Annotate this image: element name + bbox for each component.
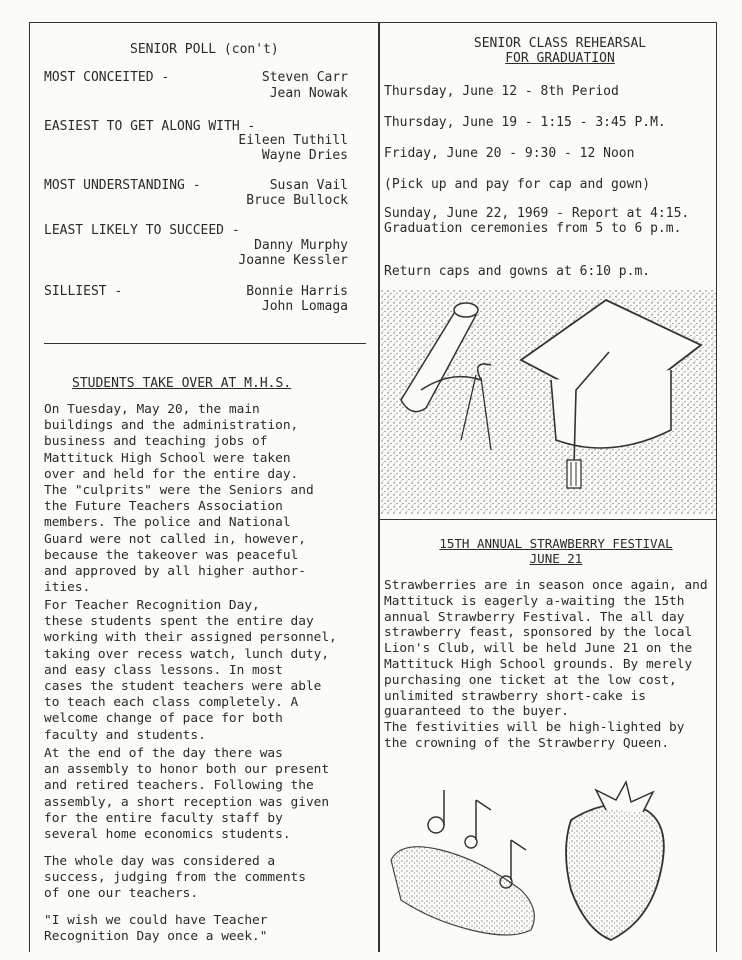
column-divider xyxy=(378,22,380,952)
poll-name: Danny Murphy xyxy=(254,238,348,253)
festival-title-line2: JUNE 21 xyxy=(529,551,583,566)
poll-category-easiest-to-get-along-with: EASIEST TO GET ALONG WITH - xyxy=(44,119,256,134)
story-paragraph: The whole day was considered a success, judging from the comments of one our teachers. xyxy=(44,854,306,902)
festival-title-line1: 15TH ANNUAL STRAWBERRY FESTIVAL xyxy=(439,536,673,551)
left-column-border xyxy=(29,22,30,952)
poll-name: John Lomaga xyxy=(261,299,348,314)
story-paragraph: For Teacher Recognition Day, these students spent the entire day working with their assigned personnel, taking over recess watch, lunch duty, and easy class lessons. In most cases the student teachers were able to teach each class completely. A welcome change of pace for both faculty and students. xyxy=(44,598,337,743)
poll-category-silliest: SILLIEST - xyxy=(44,284,123,299)
graduation-cap-illustration xyxy=(381,290,716,515)
poll-name: Wayne Dries xyxy=(261,148,348,163)
left-section-divider xyxy=(44,343,366,344)
poll-name: Bonnie Harris xyxy=(246,284,348,299)
rehearsal-line: Friday, June 20 - 9:30 - 12 Noon xyxy=(384,146,635,161)
rehearsal-title-line1: SENIOR CLASS REHEARSAL xyxy=(473,36,647,51)
rehearsal-line: Thursday, June 12 - 8th Period xyxy=(384,84,619,99)
poll-category-most-conceited: MOST CONCEITED - xyxy=(44,70,170,85)
story-paragraph: At the end of the day there was an assembly to honor both our present and retired teachers. Following the assembly, a short reception was given for the entire faculty staff by several home economics students. xyxy=(44,746,330,843)
top-border xyxy=(29,22,717,23)
poll-title: SENIOR POLL (con't) xyxy=(130,42,279,57)
festival-paragraph: Strawberries are in season once again, and Mattituck is eagerly a-waiting the 15th annual Strawberry Festival. The all day strawberry feast, sponsored by the local Lion's Club, will be held June 21 on the Mattituck High School grounds. By merely purchasing one ticket at the low cost, unlimited strawberry short-cake is guaranteed to the buyer. xyxy=(384,578,708,720)
festival-title xyxy=(396,536,716,566)
rehearsal-return: Return caps and gowns at 6:10 p.m. xyxy=(384,264,651,279)
rehearsal-line: Thursday, June 19 - 1:15 - 3:45 P.M. xyxy=(384,115,666,130)
poll-name: Susan Vail xyxy=(269,178,348,193)
rehearsal-title xyxy=(410,36,710,66)
right-section-divider xyxy=(380,519,716,520)
rehearsal-sunday: Sunday, June 22, 1969 - Report at 4:15. Graduation ceremonies from 5 to 6 p.m. xyxy=(384,206,690,236)
poll-name: Joanne Kessler xyxy=(238,253,348,268)
strawberry-illustration xyxy=(381,780,716,950)
poll-name: Bruce Bullock xyxy=(246,193,348,208)
poll-name: Eileen Tuthill xyxy=(238,133,348,148)
poll-name: Steven Carr xyxy=(261,70,348,85)
story-title: STUDENTS TAKE OVER AT M.H.S. xyxy=(72,376,292,391)
rehearsal-title-line2: FOR GRADUATION xyxy=(505,51,615,66)
poll-category-least-likely-to-succeed: LEAST LIKELY TO SUCCEED - xyxy=(44,223,240,238)
poll-category-most-understanding: MOST UNDERSTANDING - xyxy=(44,178,201,193)
story-paragraph: On Tuesday, May 20, the main buildings and the administration, business and teaching jobs of Mattituck High School were taken over and held for the entire day. The "culprits" were the Seniors and the Future Teachers Association members. The police and National Guard were not called in, however, because the takeover was peaceful and approved by all higher author- ities. xyxy=(44,402,314,596)
story-quote: "I wish we could have Teacher Recognition Day once a week." xyxy=(44,913,268,945)
rehearsal-line: (Pick up and pay for cap and gown) xyxy=(384,177,651,192)
right-column-border xyxy=(716,22,717,952)
poll-name: Jean Nowak xyxy=(269,86,348,101)
festival-paragraph: The festivities will be high-lighted by the crowning of the Strawberry Queen. xyxy=(384,720,685,751)
